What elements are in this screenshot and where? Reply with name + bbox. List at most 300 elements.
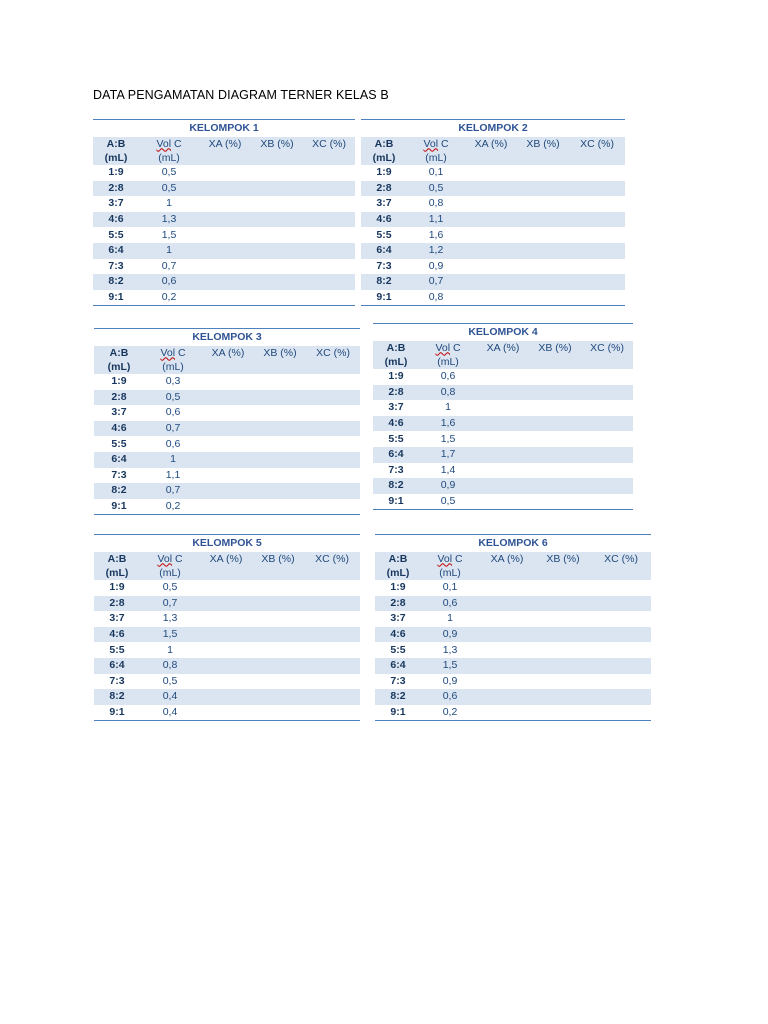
vol-c-cell: 0,4 [140, 705, 200, 721]
table-row [94, 452, 360, 468]
xc-cell[interactable] [304, 705, 360, 721]
xb-cell[interactable] [529, 431, 581, 447]
ratio-cell: 3:7 [388, 401, 404, 414]
xc-cell[interactable] [569, 274, 625, 290]
xb-unit-empty [252, 566, 304, 580]
xa-cell[interactable] [477, 447, 529, 463]
xa-cell[interactable] [479, 611, 535, 627]
ratio-cell: 8:2 [373, 478, 419, 494]
xc-cell[interactable] [306, 499, 360, 515]
xc-cell[interactable] [303, 196, 355, 212]
xc-cell[interactable] [581, 494, 633, 510]
xa-unit-empty [477, 355, 529, 369]
table-row [94, 421, 360, 437]
table-row [94, 390, 360, 406]
vol-c-cell: 1,2 [407, 243, 465, 259]
xc-header: XC (%) [569, 137, 625, 151]
ratio-cell: 7:3 [376, 259, 392, 272]
xc-header: XC (%) [591, 552, 651, 566]
xc-cell[interactable] [569, 165, 625, 181]
xc-cell[interactable] [304, 580, 360, 596]
xc-cell[interactable] [306, 452, 360, 468]
xc-cell[interactable] [581, 400, 633, 416]
ratio-cell: 2:8 [93, 181, 139, 197]
xa-cell[interactable] [200, 611, 252, 627]
xc-cell[interactable] [569, 290, 625, 306]
xc-cell[interactable] [591, 642, 651, 658]
kelompok-5-table [94, 534, 360, 721]
xb-cell[interactable] [252, 705, 304, 721]
table-row [373, 478, 633, 494]
xb-cell[interactable] [529, 369, 581, 385]
kelompok-3-table [94, 328, 360, 515]
xa-cell[interactable] [479, 705, 535, 721]
ratio-cell: 6:4 [94, 658, 140, 674]
xa-cell[interactable] [465, 227, 517, 243]
table-row [93, 290, 355, 306]
xa-unit-empty [202, 360, 254, 374]
xc-cell[interactable] [569, 196, 625, 212]
xc-cell[interactable] [304, 689, 360, 705]
xb-cell[interactable] [529, 463, 581, 479]
xb-cell[interactable] [251, 274, 303, 290]
xa-cell[interactable] [200, 596, 252, 612]
vol-c-cell: 0,7 [140, 596, 200, 612]
xb-cell[interactable] [254, 390, 306, 406]
table-row [361, 165, 625, 181]
xa-cell[interactable] [199, 212, 251, 228]
xb-cell[interactable] [252, 658, 304, 674]
xb-cell[interactable] [517, 212, 569, 228]
table-row [93, 259, 355, 275]
xc-cell[interactable] [306, 405, 360, 421]
xa-cell[interactable] [477, 463, 529, 479]
ratio-cell: 9:1 [373, 494, 419, 510]
xb-cell[interactable] [529, 478, 581, 494]
xc-cell[interactable] [591, 611, 651, 627]
xa-cell[interactable] [202, 483, 254, 499]
xa-cell[interactable] [200, 674, 252, 690]
xc-cell[interactable] [304, 642, 360, 658]
vol-c-cell: 0,2 [421, 705, 479, 721]
xb-cell[interactable] [254, 452, 306, 468]
xc-cell[interactable] [304, 611, 360, 627]
xc-cell[interactable] [304, 627, 360, 643]
xb-cell[interactable] [251, 259, 303, 275]
xa-cell[interactable] [479, 658, 535, 674]
xb-cell[interactable] [254, 374, 306, 390]
xc-cell[interactable] [581, 447, 633, 463]
xb-cell[interactable] [517, 196, 569, 212]
xa-cell[interactable] [479, 642, 535, 658]
volc-header [140, 552, 200, 566]
volc-word: Vol [156, 137, 172, 150]
xb-unit-empty [529, 355, 581, 369]
xc-header: XC (%) [303, 137, 355, 151]
ratio-cell: 6:4 [373, 447, 419, 463]
xb-cell[interactable] [529, 416, 581, 432]
volc-word: Vol [437, 552, 453, 565]
xc-cell[interactable] [569, 181, 625, 197]
xb-cell[interactable] [529, 447, 581, 463]
xc-cell[interactable] [306, 468, 360, 484]
xb-cell[interactable] [535, 689, 591, 705]
xb-cell[interactable] [517, 290, 569, 306]
ab-unit: (mL) [375, 566, 421, 580]
xa-cell[interactable] [202, 421, 254, 437]
xc-cell[interactable] [591, 580, 651, 596]
table-row [94, 611, 360, 627]
xc-cell[interactable] [304, 596, 360, 612]
xa-cell[interactable] [202, 405, 254, 421]
xb-cell[interactable] [517, 227, 569, 243]
volc-unit: (mL) [419, 355, 477, 369]
xb-cell[interactable] [535, 658, 591, 674]
xa-cell[interactable] [202, 452, 254, 468]
xc-cell[interactable] [303, 165, 355, 181]
xa-cell[interactable] [465, 196, 517, 212]
xc-cell[interactable] [306, 374, 360, 390]
xc-cell[interactable] [303, 274, 355, 290]
vol-c-cell: 0,6 [421, 689, 479, 705]
xa-cell[interactable] [202, 390, 254, 406]
volc-unit: (mL) [140, 566, 200, 580]
ratio-cell: 9:1 [94, 499, 144, 515]
table-row [375, 658, 651, 674]
xc-cell[interactable] [306, 483, 360, 499]
xc-unit-empty [306, 360, 360, 374]
vol-c-cell: 0,7 [144, 421, 202, 437]
ratio-cell: 1:9 [388, 370, 404, 383]
volc-header [419, 341, 477, 355]
xb-cell[interactable] [254, 421, 306, 437]
ratio-cell: 2:8 [373, 385, 419, 401]
xa-cell[interactable] [477, 478, 529, 494]
ratio-cell: 7:3 [390, 674, 406, 687]
table-row [93, 243, 355, 259]
xc-cell[interactable] [569, 259, 625, 275]
table-row [94, 580, 360, 596]
xa-cell[interactable] [199, 196, 251, 212]
volc-header [407, 137, 465, 151]
xa-cell[interactable] [479, 627, 535, 643]
xc-cell[interactable] [304, 658, 360, 674]
xb-cell[interactable] [252, 689, 304, 705]
vol-c-cell: 1,4 [440, 463, 456, 476]
xa-cell[interactable] [479, 674, 535, 690]
vol-c-cell: 1,1 [165, 468, 181, 481]
group-name: KELOMPOK 5 [94, 535, 360, 553]
xc-cell[interactable] [304, 674, 360, 690]
xc-header: XC (%) [306, 346, 360, 360]
ratio-cell: 2:8 [375, 596, 421, 612]
xb-unit-empty [254, 360, 306, 374]
xc-cell[interactable] [303, 227, 355, 243]
page-title: DATA PENGAMATAN DIAGRAM TERNER KELAS B [93, 88, 389, 102]
table-row [375, 580, 651, 596]
ratio-cell: 5:5 [390, 643, 406, 656]
xb-cell[interactable] [254, 499, 306, 515]
xa-cell[interactable] [199, 274, 251, 290]
vol-c-cell: 1,6 [428, 228, 444, 241]
xa-cell[interactable] [202, 436, 254, 452]
xc-cell[interactable] [591, 658, 651, 674]
xb-cell[interactable] [535, 611, 591, 627]
xc-header: XC (%) [581, 341, 633, 355]
xc-cell[interactable] [581, 369, 633, 385]
ratio-cell: 6:4 [375, 658, 421, 674]
ratio-cell: 8:2 [361, 274, 407, 290]
table-row [94, 627, 360, 643]
xa-cell[interactable] [479, 596, 535, 612]
kelompok-4-table [373, 323, 633, 510]
xc-cell[interactable] [591, 705, 651, 721]
xa-cell[interactable] [477, 416, 529, 432]
xc-cell[interactable] [581, 478, 633, 494]
vol-c-cell: 1,5 [440, 432, 456, 445]
group-name: KELOMPOK 1 [93, 120, 355, 138]
xa-cell[interactable] [202, 499, 254, 515]
xa-cell[interactable] [465, 290, 517, 306]
xc-unit-empty [304, 566, 360, 580]
xc-cell[interactable] [581, 463, 633, 479]
ratio-cell: 1:9 [376, 166, 392, 179]
ratio-cell: 4:6 [373, 416, 419, 432]
xb-cell[interactable] [517, 274, 569, 290]
ratio-cell: 7:3 [388, 463, 404, 476]
xc-cell[interactable] [591, 627, 651, 643]
table-row [361, 290, 625, 306]
xc-cell[interactable] [569, 212, 625, 228]
ab-header: A:B [373, 341, 419, 355]
ab-unit: (mL) [93, 151, 139, 165]
vol-c-cell: 0,7 [144, 483, 202, 499]
xb-unit-empty [535, 566, 591, 580]
xa-cell[interactable] [200, 689, 252, 705]
ratio-cell: 5:5 [111, 437, 127, 450]
xb-cell[interactable] [517, 243, 569, 259]
ratio-cell: 3:7 [108, 197, 124, 210]
xa-cell[interactable] [477, 369, 529, 385]
xc-cell[interactable] [569, 227, 625, 243]
xb-cell[interactable] [535, 580, 591, 596]
xc-cell[interactable] [306, 390, 360, 406]
table-row [94, 436, 360, 452]
xa-unit-empty [465, 151, 517, 165]
xa-cell[interactable] [200, 627, 252, 643]
xb-cell[interactable] [251, 181, 303, 197]
xb-cell[interactable] [254, 405, 306, 421]
vol-c-cell: 1,5 [140, 627, 200, 643]
xa-cell[interactable] [202, 468, 254, 484]
vol-c-cell: 0,1 [428, 166, 444, 179]
xa-cell[interactable] [200, 580, 252, 596]
xa-cell[interactable] [465, 165, 517, 181]
table-row [373, 385, 633, 401]
xb-cell[interactable] [252, 580, 304, 596]
xc-cell[interactable] [591, 689, 651, 705]
xb-cell[interactable] [529, 400, 581, 416]
xb-cell[interactable] [252, 674, 304, 690]
ratio-cell: 4:6 [375, 627, 421, 643]
xb-cell[interactable] [251, 196, 303, 212]
ab-header: A:B [93, 137, 139, 151]
xa-cell[interactable] [200, 658, 252, 674]
table-row [361, 227, 625, 243]
vol-c-cell: 0,3 [165, 375, 181, 388]
xb-cell[interactable] [252, 596, 304, 612]
xc-cell[interactable] [581, 416, 633, 432]
volc-letter: C [171, 137, 182, 150]
ratio-cell: 1:9 [111, 375, 127, 388]
xa-cell[interactable] [477, 385, 529, 401]
xb-unit-empty [517, 151, 569, 165]
table-row [375, 674, 651, 690]
ab-unit: (mL) [94, 360, 144, 374]
xb-cell[interactable] [251, 227, 303, 243]
ab-header: A:B [94, 552, 140, 566]
xa-cell[interactable] [479, 689, 535, 705]
xb-cell[interactable] [517, 259, 569, 275]
xc-cell[interactable] [591, 674, 651, 690]
xc-cell[interactable] [306, 421, 360, 437]
xb-header: XB (%) [529, 341, 581, 355]
xb-cell[interactable] [254, 483, 306, 499]
xa-cell[interactable] [200, 642, 252, 658]
xb-cell[interactable] [251, 212, 303, 228]
ratio-cell: 5:5 [388, 432, 404, 445]
xc-cell[interactable] [303, 259, 355, 275]
xb-cell[interactable] [529, 385, 581, 401]
vol-c-cell: 0,8 [407, 290, 465, 306]
xb-cell[interactable] [517, 165, 569, 181]
xb-cell[interactable] [252, 627, 304, 643]
xc-header: XC (%) [304, 552, 360, 566]
xc-cell[interactable] [591, 596, 651, 612]
vol-c-cell: 1,7 [419, 447, 477, 463]
xc-cell[interactable] [303, 290, 355, 306]
xa-cell[interactable] [477, 431, 529, 447]
xa-cell[interactable] [202, 374, 254, 390]
vol-c-cell: 1,1 [407, 212, 465, 228]
vol-c-cell: 0,5 [161, 166, 177, 179]
xa-cell[interactable] [477, 494, 529, 510]
vol-c-cell: 1,6 [419, 416, 477, 432]
volc-letter: C [172, 552, 183, 565]
vol-c-cell: 0,9 [419, 478, 477, 494]
xb-cell[interactable] [517, 181, 569, 197]
xa-cell[interactable] [477, 400, 529, 416]
xa-cell[interactable] [199, 181, 251, 197]
xa-cell[interactable] [465, 259, 517, 275]
xc-unit-empty [591, 566, 651, 580]
table-row [93, 165, 355, 181]
table-row [373, 400, 633, 416]
xb-cell[interactable] [535, 642, 591, 658]
table-row [375, 642, 651, 658]
xb-cell[interactable] [535, 705, 591, 721]
xa-cell[interactable] [199, 290, 251, 306]
table-row [373, 416, 633, 432]
xa-cell[interactable] [465, 181, 517, 197]
vol-c-cell: 0,8 [419, 385, 477, 401]
xa-cell[interactable] [199, 259, 251, 275]
xb-cell[interactable] [535, 674, 591, 690]
xc-cell[interactable] [581, 431, 633, 447]
ratio-cell: 3:7 [376, 197, 392, 210]
xb-cell[interactable] [252, 611, 304, 627]
table-row [94, 689, 360, 705]
volc-letter: C [452, 552, 463, 565]
kelompok-1-table [93, 119, 355, 306]
ratio-cell: 2:8 [94, 390, 144, 406]
xb-cell[interactable] [529, 494, 581, 510]
xa-cell[interactable] [479, 580, 535, 596]
table-row [94, 405, 360, 421]
xb-cell[interactable] [251, 243, 303, 259]
ratio-cell: 9:1 [375, 705, 421, 721]
vol-c-cell: 1 [167, 643, 173, 656]
volc-unit: (mL) [421, 566, 479, 580]
ratio-cell: 6:4 [93, 243, 139, 259]
table-row [93, 212, 355, 228]
vol-c-cell: 0,7 [161, 259, 177, 272]
kelompok-6-table [375, 534, 651, 721]
volc-word: Vol [157, 552, 173, 565]
vol-c-cell: 1,3 [442, 643, 458, 656]
ratio-cell: 5:5 [376, 228, 392, 241]
xb-cell[interactable] [251, 290, 303, 306]
xc-cell[interactable] [306, 436, 360, 452]
volc-unit: (mL) [144, 360, 202, 374]
xa-cell[interactable] [199, 243, 251, 259]
xc-cell[interactable] [303, 243, 355, 259]
xc-cell[interactable] [303, 181, 355, 197]
xb-cell[interactable] [251, 165, 303, 181]
xa-cell[interactable] [465, 243, 517, 259]
xc-unit-empty [303, 151, 355, 165]
xc-cell[interactable] [303, 212, 355, 228]
xb-cell[interactable] [535, 627, 591, 643]
volc-word: Vol [160, 346, 176, 359]
xb-cell[interactable] [252, 642, 304, 658]
xb-cell[interactable] [254, 436, 306, 452]
ab-unit: (mL) [361, 151, 407, 165]
xa-cell[interactable] [465, 212, 517, 228]
table-row [375, 596, 651, 612]
table-row [361, 243, 625, 259]
xa-cell[interactable] [465, 274, 517, 290]
ratio-cell: 1:9 [390, 581, 406, 594]
table-row [373, 447, 633, 463]
ratio-cell: 8:2 [93, 274, 139, 290]
kelompok-2-table [361, 119, 625, 306]
xa-cell[interactable] [200, 705, 252, 721]
ratio-cell: 4:6 [361, 212, 407, 228]
xb-cell[interactable] [535, 596, 591, 612]
xa-cell[interactable] [199, 165, 251, 181]
vol-c-cell: 0,6 [165, 437, 181, 450]
xb-cell[interactable] [254, 468, 306, 484]
vol-c-cell: 1 [447, 612, 453, 625]
volc-word: Vol [435, 341, 451, 354]
xc-cell[interactable] [569, 243, 625, 259]
ratio-cell: 9:1 [93, 290, 139, 306]
xa-header: XA (%) [465, 137, 517, 151]
xa-cell[interactable] [199, 227, 251, 243]
xc-cell[interactable] [581, 385, 633, 401]
xa-header: XA (%) [202, 346, 254, 360]
